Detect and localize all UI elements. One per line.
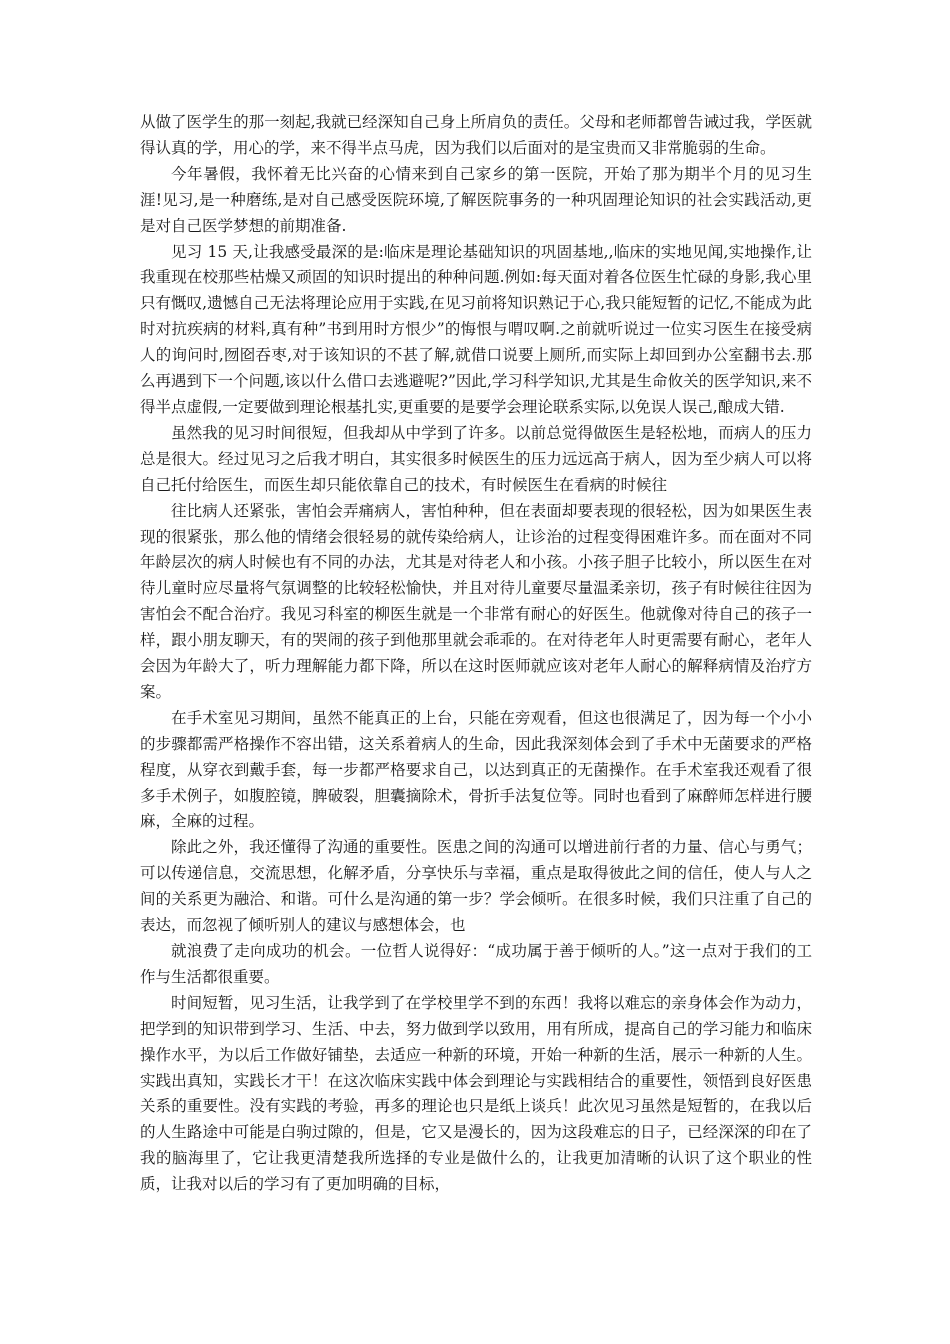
paragraph-5: 往比病人还紧张，害怕会弄痛病人，害怕种种，但在表面却要表现的很轻松，因为如果医生表现的很紧张，那么他的情绪会很轻易的就传染给病人，让诊治的过程变得困难许多。而在面对不同年龄层次的病人时候也有不同的办法，尤其是对待老人和小孩。小孩子胆子比较小，所以医生在对待儿童时应尽量将气氛调整的比较轻松愉快，并且对待儿童要尽量温柔亲切，孩子有时候往往因为害怕会不配合治疗。我见习科室的柳医生就是一个非常有耐心的好医生。他就像对待自己的孩子一样，跟小朋友聊天，有的哭闹的孩子到他那里就会乖乖的。在对待老年人时更需要有耐心，老年人会因为年龄大了，听力理解能力都下降，所以在这时医师就应该对老年人耐心的解释病情及治疗方案。 [140,501,812,701]
paragraph-7: 除此之外，我还懂得了沟通的重要性。医患之间的沟通可以增进前行者的力量、信心与勇气；可以传递信息，交流思想，化解矛盾，分享快乐与幸福，重点是取得彼此之间的信任，使人与人之间的关系更为融洽、和谐。可什么是沟通的第一步？学会倾听。在很多时候，我们只注重了自己的表达，而忽视了倾听别人的建议与感想体会，也 [140,838,812,935]
paragraph-9: 时间短暂，见习生活，让我学到了在学校里学不到的东西！我将以难忘的亲身体会作为动力，把学到的知识带到学习、生活、中去，努力做到学以致用，用有所成，提高自己的学习能力和临床操作水平，为以后工作做好铺垫，去适应一种新的环境，开始一种新的生活，展示一种新的人生。实践出真知，实践长才干！在这次临床实践中体会到理论与实践相结合的重要性，领悟到良好医患关系的重要性。没有实践的考验，再多的理论也只是纸上谈兵！此次见习虽然是短暂的，在我以后的人生路途中可能是白驹过隙的，但是，它又是漫长的，因为这段难忘的日子，已经深深的印在了我的脑海里了，它让我更清楚我所选择的专业是做什么的，让我更加清晰的认识了这个职业的性质，让我对以后的学习有了更加明确的目标， [140,993,812,1194]
paragraph-8: 就浪费了走向成功的机会。一位哲人说得好：“成功属于善于倾听的人。”这一点对于我们的工作与生活都很重要。 [140,942,812,986]
paragraph-1: 从做了医学生的那一刻起,我就已经深知自己身上所肩负的责任。父母和老师都曾告诫过我，学医就得认真的学，用心的学，来不得半点马虎，因为我们以后面对的是宝贵而又非常脆弱的生命。 [140,113,812,157]
paragraph-4: 虽然我的见习时间很短，但我却从中学到了许多。以前总觉得做医生是轻松地，而病人的压力总是很大。经过见习之后我才明白，其实很多时候医生的压力远远高于病人，因为至少病人可以将自己托付给医生，而医生却只能依靠自己的技术，有时候医生在看病的时候往 [140,423,812,494]
paragraph-3: 见习 15 天,让我感受最深的是:临床是理论基础知识的巩固基地,,临床的实地见闻,实地操作,让我重现在校那些枯燥又顽固的知识时提出的种种问题.例如:每天面对着各位医生忙碌的身影,我心里只有慨叹,遗憾自己无法将理论应用于实践,在见习前将知识熟记于心,我只能短暂的记忆,不能成为此时对抗疾病的材料,真有种”书到用时方恨少”的悔恨与喟叹啊.之前就听说过一位实习医生在接受病人的询问时,囫囵吞枣,对于该知识的不甚了解,就借口说要上厕所,而实际上却回到办公室翻书去.那么再遇到下一个问题,该以什么借口去逃避呢?”因此,学习科学知识,尤其是生命攸关的医学知识,来不得半点虚假,一定要做到理论根基扎实,更重要的是要学会理论联系实际,以免误人误己,酿成大错. [140,242,812,416]
document-page [140,110,812,1198]
paragraph-6: 在手术室见习期间，虽然不能真正的上台，只能在旁观看，但这也很满足了，因为每一个小小的步骤都需严格操作不容出错，这关系着病人的生命，因此我深刻体会到了手术中无菌要求的严格程度，从穿衣到戴手套，每一步都严格要求自己，以达到真正的无菌操作。在手术室我还观看了很多手术例子，如腹腔镜，脾破裂，胆囊摘除术，骨折手法复位等。同时也看到了麻醉师怎样进行腰麻，全麻的过程。 [140,708,812,831]
paragraph-2: 今年暑假，我怀着无比兴奋的心情来到自己家乡的第一医院，开始了那为期半个月的见习生涯!见习,是一种磨练,是对自己感受医院环境,了解医院事务的一种巩固理论知识的社会实践活动,更是对自己医学梦想的前期准备. [140,164,812,235]
